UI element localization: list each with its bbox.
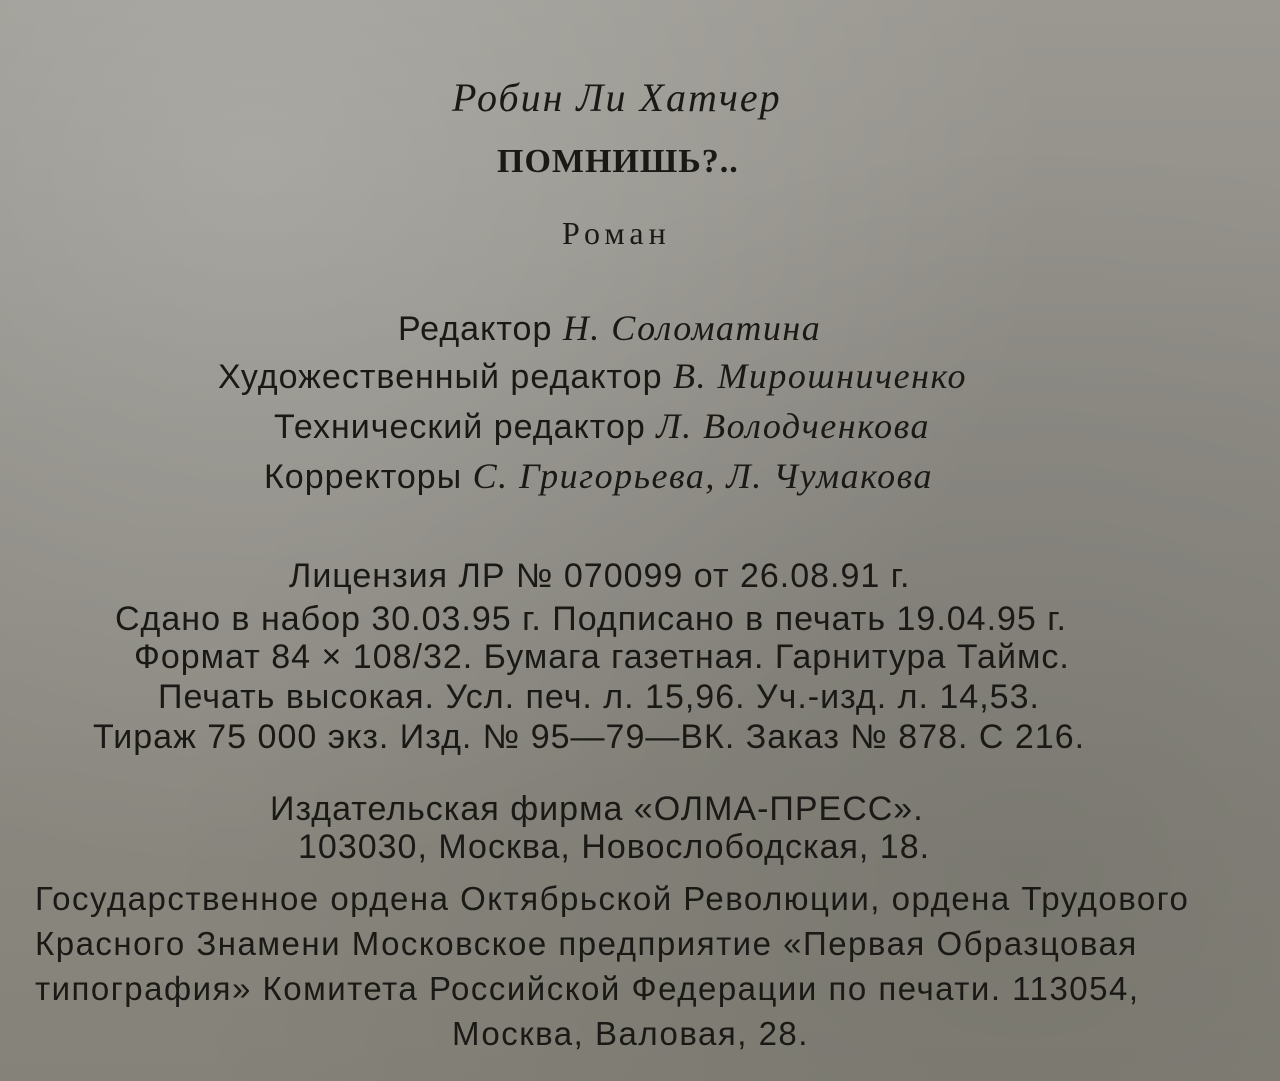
printer-line: типография» Комитета Российской Федерации по печати. 113054, [35, 970, 1140, 1007]
book-title: ПОМНИШЬ?.. [497, 143, 739, 180]
credit-role: Редактор [398, 310, 553, 348]
credit-name: В. Мирошниченко [672, 356, 967, 396]
imprint-format: Формат 84 × 108/32. Бумага газетная. Гарнитура Таймс. [134, 638, 1070, 676]
publisher-address: 103030, Москва, Новослободская, 18. [298, 828, 931, 866]
credit-role: Технический редактор [274, 408, 646, 446]
book-author: Робин Ли Хатчер [452, 75, 782, 120]
credit-role: Художественный редактор [218, 358, 663, 396]
credit-editor [398, 307, 821, 349]
credit-role: Корректоры [264, 458, 463, 496]
printer-line: Государственное ордена Октябрьской Революции, ордена Трудового [35, 880, 1190, 917]
imprint-dates: Сдано в набор 30.03.95 г. Подписано в печать 19.04.95 г. [115, 600, 1067, 638]
credit-name: С. Григорьева, Л. Чумакова [472, 456, 933, 496]
printer-line: Москва, Валовая, 28. [452, 1015, 809, 1052]
credit-name: Л. Володченкова [656, 406, 930, 446]
publisher-name: Издательская фирма «ОЛМА-ПРЕСС». [270, 790, 924, 828]
credit-tech-editor [274, 405, 930, 447]
book-genre: Роман [562, 215, 671, 251]
imprint-license: Лицензия ЛР № 070099 от 26.08.91 г. [289, 557, 911, 595]
credit-art-editor [218, 355, 967, 397]
credit-name: Н. Соломатина [562, 308, 822, 348]
printer-line: Красного Знамени Московское предприятие «Первая Образцовая [35, 925, 1138, 962]
imprint-run: Тираж 75 000 экз. Изд. № 95—79—ВК. Заказ № 878. С 216. [93, 718, 1086, 756]
imprint-print: Печать высокая. Усл. печ. л. 15,96. Уч.-изд. л. 14,53. [158, 678, 1040, 716]
credit-proofreaders [264, 455, 933, 497]
